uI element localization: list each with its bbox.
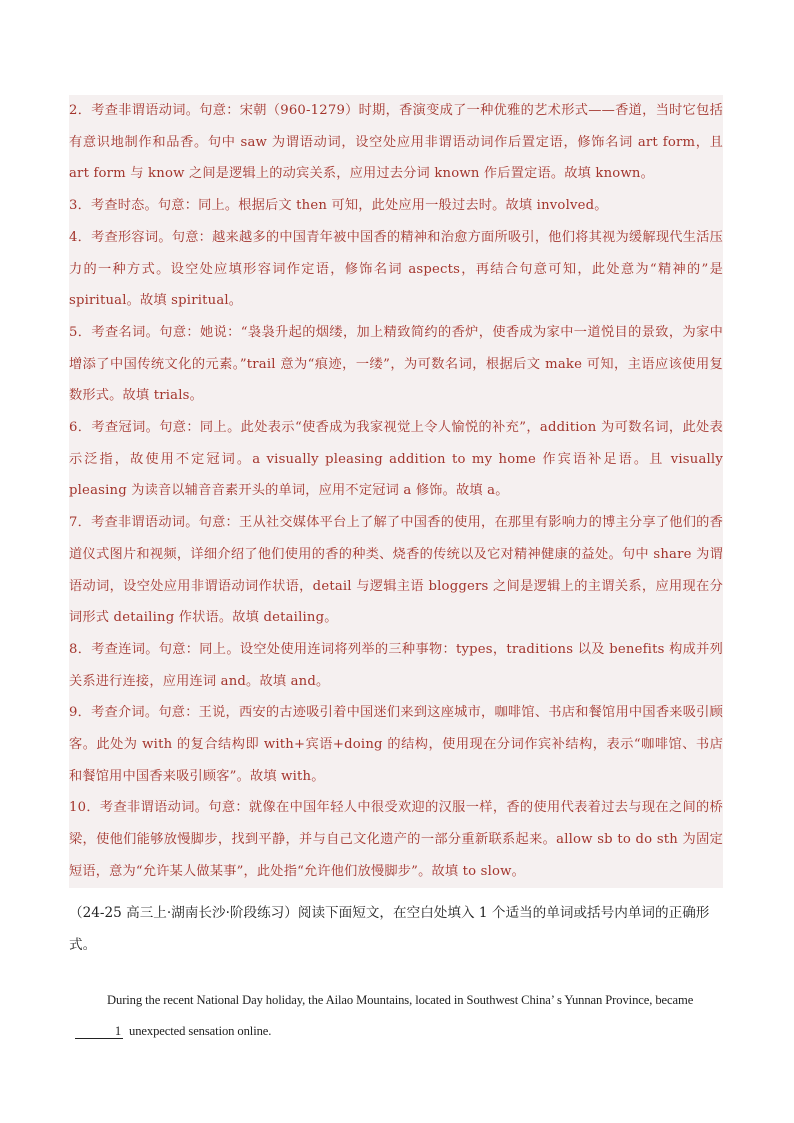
answer-9: 9．考查介词。句意：王说，西安的古迹吸引着中国迷们来到这座城市，咖啡馆、书店和餐馆用中国香来吸引顾客。此处为 with 的复合结构即 with+宾语+doing 的结构，使用现在分词作宾补结构，表示“咖啡馆、书店和餐馆用中国香来吸引顾客”。故填 with。 bbox=[69, 705, 723, 784]
answer-explanations bbox=[69, 95, 723, 888]
answer-3: 3．考查时态。句意：同上。根据后文 then 可知，此处应用一般过去时。故填 involved。 bbox=[69, 198, 608, 214]
answer-2: 2．考查非谓语动词。句意：宋朝（960-1279）时期，香演变成了一种优雅的艺术形式——香道，当时它包括有意识地制作和品香。句中 saw 为谓语动词，设空处应用非谓语动词作后置定语，修饰名词 art form，且 art form 与 know 之间是逻辑上的动宾关系，应用过去分词 known 作后置定语。故填 known。 bbox=[69, 103, 723, 182]
answer-10: 10．考查非谓语动词。句意：就像在中国年轻人中很受欢迎的汉服一样，香的使用代表着过去与现在之间的桥梁，使他们能够放慢脚步，找到平静，并与自己文化遗产的一部分重新联系起来。allow sb to do sth 为固定短语，意为“允许某人做某事”，此处指“允许他们放慢脚步”。故填 to slow。 bbox=[69, 800, 723, 879]
exercise-instruction: （24-25 高三上·湖南长沙·阶段练习）阅读下面短文，在空白处填入 1 个适当的单词或括号内单词的正确形式。 bbox=[69, 905, 710, 953]
passage-text-before-blank: During the recent National Day holiday, the Ailao Mountains, located in Southwest China’ s Yunnan Province, became bbox=[107, 993, 694, 1007]
answer-5: 5．考查名词。句意：她说：“袅袅升起的烟缕，加上精致简约的香炉，使香成为家中一道悦目的景致，为家中增添了中国传统文化的元素。”trail 意为“痕迹，一缕”，为可数名词，根据后文 make 可知，主语应该使用复数形式。故填 trials。 bbox=[69, 324, 723, 404]
passage-text-after-blank: unexpected sensation online. bbox=[129, 1024, 272, 1038]
answer-4: 4．考查形容词。句意：越来越多的中国青年被中国香的精神和治愈方面所吸引，他们将其视为缓解现代生活压力的一种方式。设空处应填形容词作定语，修饰名词 aspects，再结合句意可知，此处意为“精神的”是 spiritual。故填 spiritual。 bbox=[69, 229, 723, 309]
answer-6: 6．考查冠词。句意：同上。此处表示“使香成为我家视觉上令人愉悦的补充”，addition 为可数名词，此处表示泛指，故使用不定冠词。a visually pleasing addition to my home 作宾语补足语。且 visually pleasing 为读音以辅音音素开头的单词，应用不定冠词 a 修饰。故填 a。 bbox=[69, 420, 723, 499]
blank-1: 1 bbox=[75, 1024, 123, 1039]
answer-7: 7．考查非谓语动词。句意：王从社交媒体平台上了解了中国香的使用，在那里有影响力的博主分享了他们的香道仪式图片和视频，详细介绍了他们使用的香的种类、烧香的传统以及它对精神健康的益处。句中 share 为谓语动词，设空处应用非谓语动词作状语，detail 与逻辑主语 bloggers 之间是逻辑上的主谓关系，应用现在分词形式 detailing 作状语。故填 detailing。 bbox=[69, 515, 723, 626]
passage-paragraph bbox=[69, 985, 723, 1047]
answer-8: 8．考查连词。句意：同上。设空处使用连词将列举的三种事物：types，traditions 以及 benefits 构成并列关系进行连接，应用连词 and。故填 and。 bbox=[69, 641, 723, 689]
